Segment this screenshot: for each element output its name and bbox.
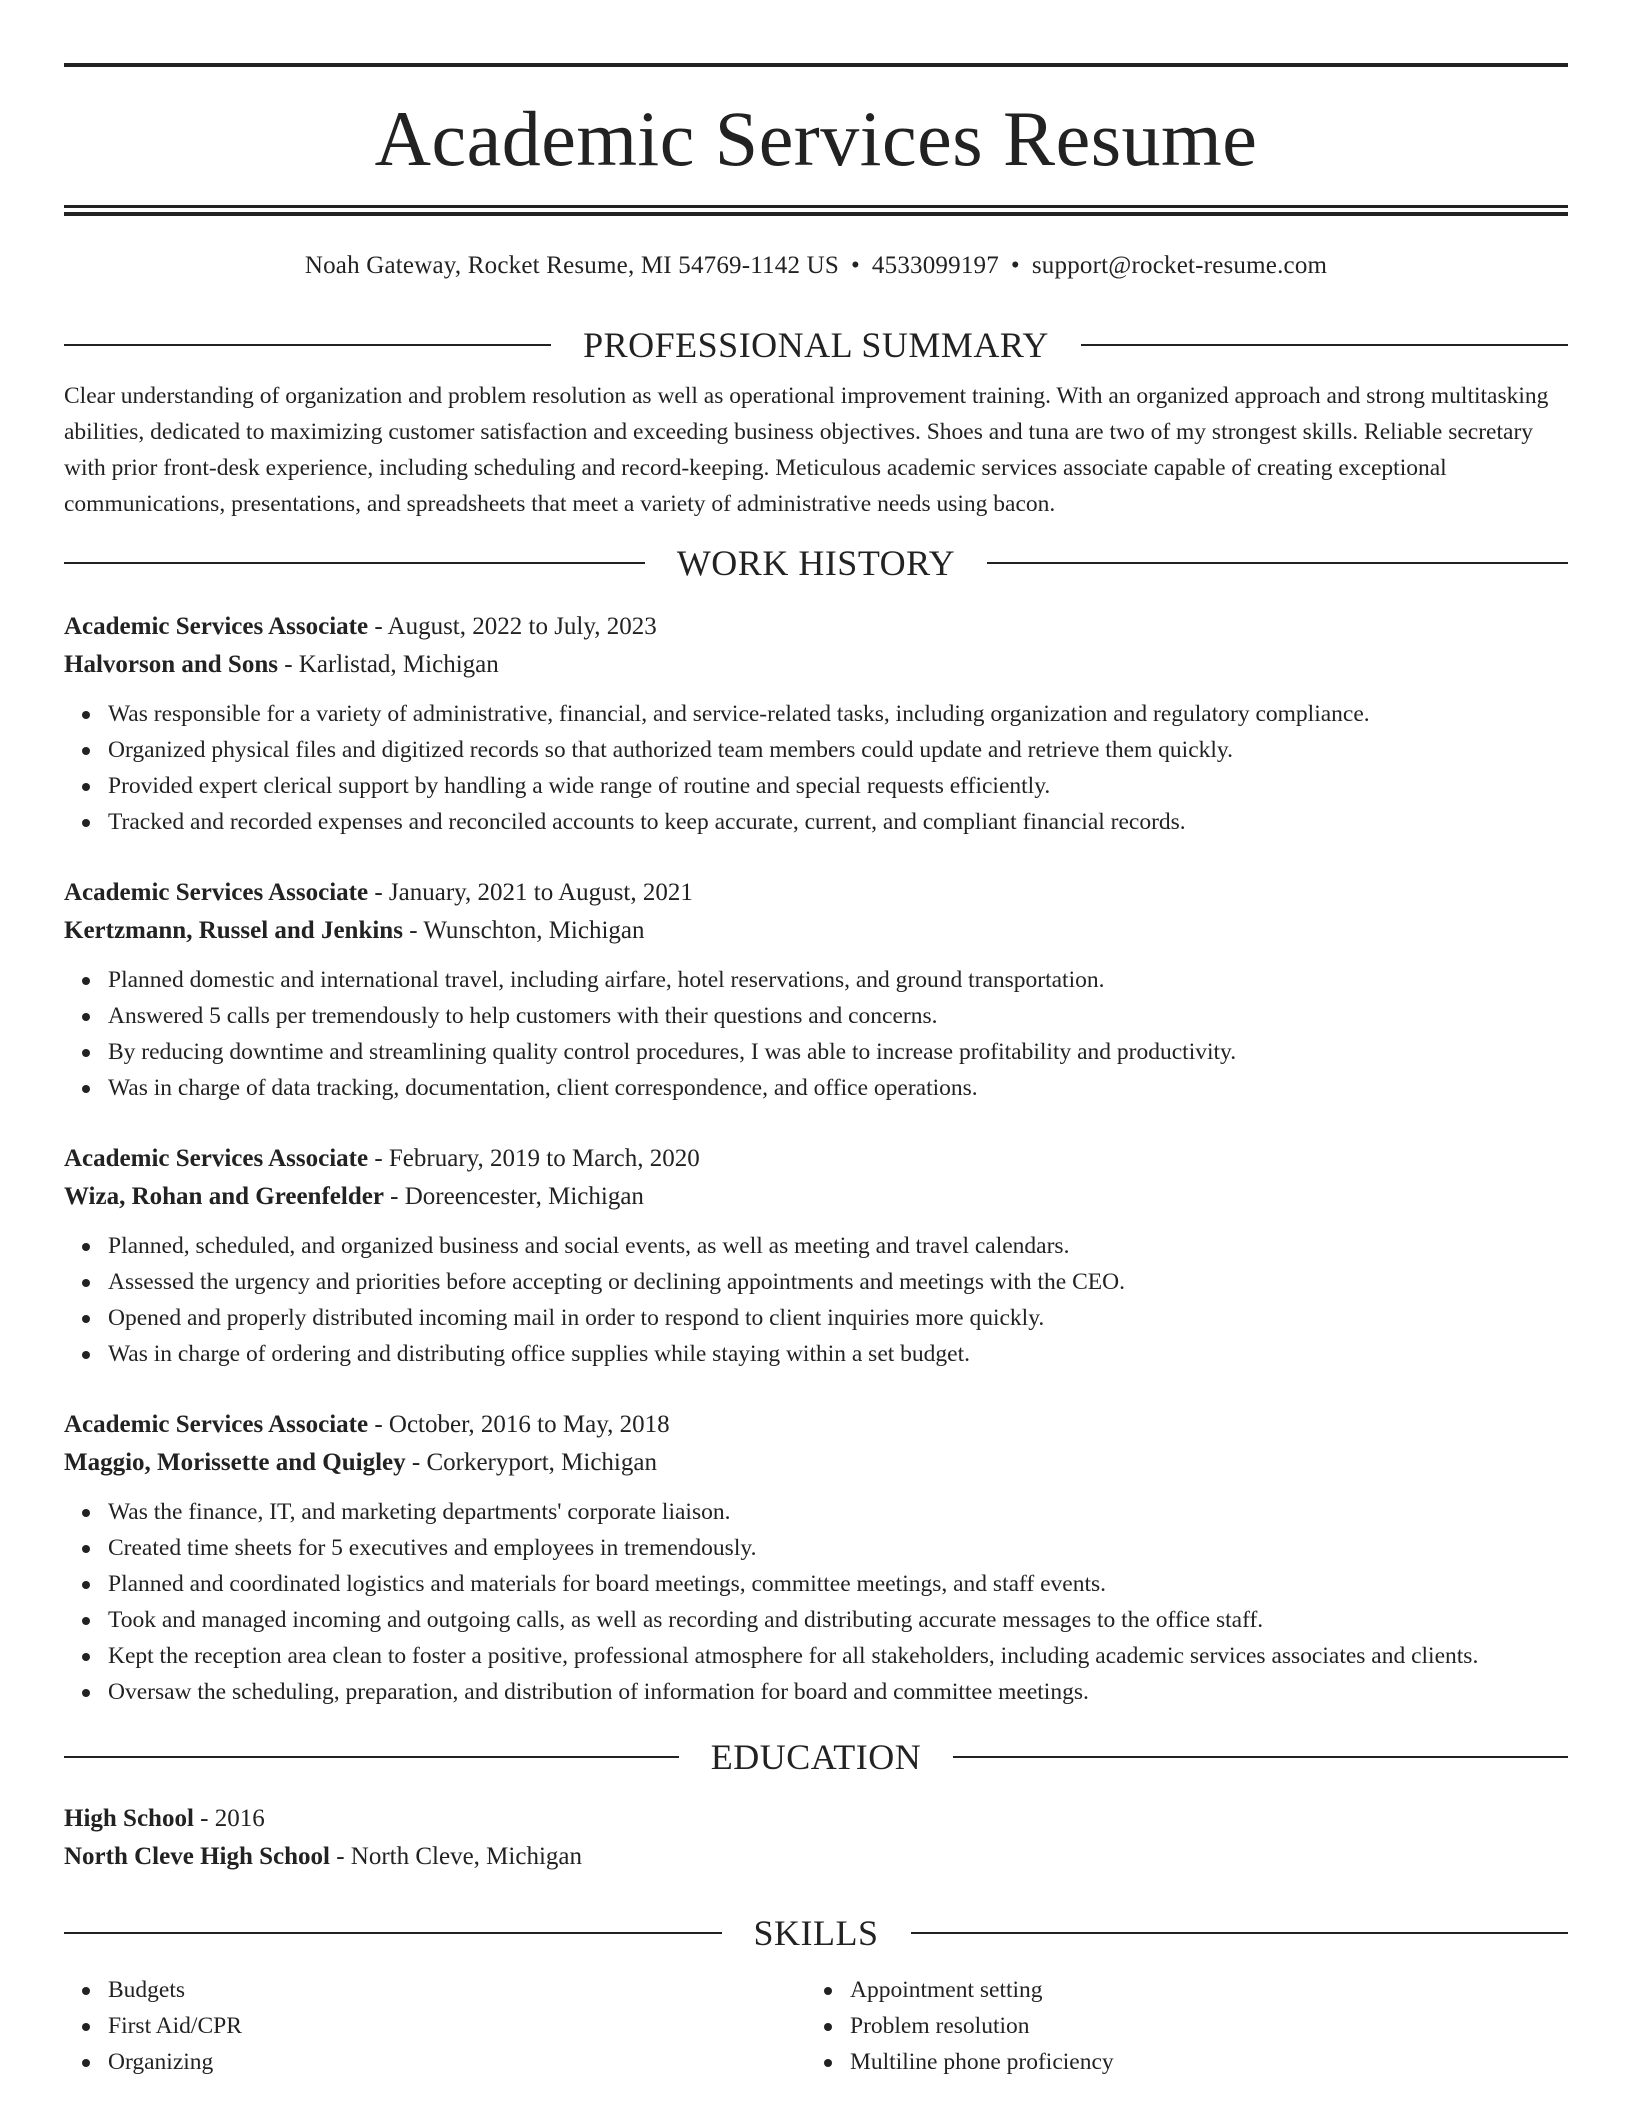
job-location: - Wunschton, Michigan bbox=[402, 917, 645, 944]
section-header-skills bbox=[64, 1912, 1568, 1954]
job-bullet: Opened and properly distributed incoming mail in order to respond to client inquiries more quickly. bbox=[108, 1300, 1568, 1336]
job-bullet: Was in charge of data tracking, documentation, client correspondence, and office operations. bbox=[108, 1070, 1568, 1106]
section-title-work: WORK HISTORY bbox=[676, 543, 956, 583]
job-title-line bbox=[64, 874, 1568, 912]
section-rule-left bbox=[64, 1932, 722, 1934]
contact-separator: • bbox=[1010, 252, 1020, 279]
job-bullet: Planned, scheduled, and organized business and social events, as well as meeting and travel calendars. bbox=[108, 1228, 1568, 1264]
contact-address: Noah Gateway, Rocket Resume, MI 54769-1142 US bbox=[304, 252, 839, 279]
job-company-line bbox=[64, 1444, 1568, 1482]
job-location: - Doreencester, Michigan bbox=[383, 1183, 644, 1210]
skill-item: First Aid/CPR bbox=[108, 2008, 806, 2044]
job-bullet: Tracked and recorded expenses and reconciled accounts to keep accurate, current, and compliant financial records. bbox=[108, 804, 1568, 840]
section-rule-right bbox=[953, 1756, 1568, 1758]
job-company: Kertzmann, Russel and Jenkins bbox=[64, 917, 403, 944]
job-bullet: Was responsible for a variety of administrative, financial, and service-related tasks, including organization and regulatory compliance. bbox=[108, 696, 1568, 732]
section-header-work bbox=[64, 542, 1568, 584]
skills-column-left bbox=[64, 1972, 806, 2080]
job-company: Wiza, Rohan and Greenfelder bbox=[64, 1183, 384, 1210]
job-company-line bbox=[64, 1178, 1568, 1216]
section-title-skills: SKILLS bbox=[753, 1913, 879, 1953]
skill-item: Multiline phone proficiency bbox=[850, 2044, 1548, 2080]
job-dates: - January, 2021 to August, 2021 bbox=[368, 879, 693, 906]
job-title: Academic Services Associate bbox=[64, 1145, 369, 1172]
job-location: - Corkeryport, Michigan bbox=[405, 1449, 657, 1476]
job-entry bbox=[64, 874, 1568, 1106]
job-bullet: Was in charge of ordering and distributing office supplies while staying within a set budget. bbox=[108, 1336, 1568, 1372]
job-entry bbox=[64, 1140, 1568, 1372]
skill-item: Problem resolution bbox=[850, 2008, 1548, 2044]
job-bullet: Answered 5 calls per tremendously to help customers with their questions and concerns. bbox=[108, 998, 1568, 1034]
job-company-line bbox=[64, 912, 1568, 950]
job-bullet: By reducing downtime and streamlining quality control procedures, I was able to increase profitability and productivity. bbox=[108, 1034, 1568, 1070]
education-location: - North Cleve, Michigan bbox=[329, 1843, 582, 1870]
education-school-line bbox=[64, 1838, 1568, 1876]
section-rule-left bbox=[64, 1756, 679, 1758]
job-dates: - February, 2019 to March, 2020 bbox=[368, 1145, 700, 1172]
section-title-education: EDUCATION bbox=[710, 1737, 922, 1777]
job-bullets bbox=[64, 1228, 1568, 1372]
job-title: Academic Services Associate bbox=[64, 1411, 369, 1438]
title-double-rule bbox=[64, 205, 1568, 216]
job-company: Halvorson and Sons bbox=[64, 651, 278, 678]
skills-column-right bbox=[806, 1972, 1548, 2080]
job-bullets bbox=[64, 962, 1568, 1106]
job-bullet: Provided expert clerical support by handling a wide range of routine and special requests efficiently. bbox=[108, 768, 1568, 804]
job-title-line bbox=[64, 1140, 1568, 1178]
job-bullet: Oversaw the scheduling, preparation, and distribution of information for board and committee meetings. bbox=[108, 1674, 1568, 1710]
job-title: Academic Services Associate bbox=[64, 613, 369, 640]
job-bullet: Assessed the urgency and priorities before accepting or declining appointments and meetings with the CEO. bbox=[108, 1264, 1568, 1300]
section-header-summary bbox=[64, 324, 1568, 366]
education-school: North Cleve High School bbox=[64, 1843, 330, 1870]
contact-email: support@rocket-resume.com bbox=[1031, 252, 1328, 279]
job-title: Academic Services Associate bbox=[64, 879, 369, 906]
section-rule-right bbox=[1081, 344, 1568, 346]
job-bullet: Planned and coordinated logistics and materials for board meetings, committee meetings, and staff events. bbox=[108, 1566, 1568, 1602]
job-dates: - October, 2016 to May, 2018 bbox=[368, 1411, 670, 1438]
section-rule-right bbox=[987, 562, 1568, 564]
education-degree: High School bbox=[64, 1805, 194, 1832]
contact-separator: • bbox=[850, 252, 860, 279]
education-year: - 2016 bbox=[193, 1805, 265, 1832]
job-bullet: Took and managed incoming and outgoing calls, as well as recording and distributing accurate messages to the office staff. bbox=[108, 1602, 1568, 1638]
top-rule bbox=[64, 63, 1568, 67]
skill-item: Organizing bbox=[108, 2044, 806, 2080]
section-header-education bbox=[64, 1736, 1568, 1778]
job-bullet: Organized physical files and digitized records so that authorized team members could update and retrieve them quickly. bbox=[108, 732, 1568, 768]
skills-bullets-right bbox=[806, 1972, 1548, 2080]
contact-line bbox=[64, 251, 1568, 281]
skills-bullets-left bbox=[64, 1972, 806, 2080]
education-entry bbox=[64, 1800, 1568, 1876]
job-bullets bbox=[64, 696, 1568, 840]
job-location: - Karlistad, Michigan bbox=[277, 651, 499, 678]
section-rule-left bbox=[64, 344, 551, 346]
job-bullet: Planned domestic and international travel, including airfare, hotel reservations, and ground transportation. bbox=[108, 962, 1568, 998]
job-bullet: Kept the reception area clean to foster a positive, professional atmosphere for all stakeholders, including academic services associates and clients. bbox=[108, 1638, 1568, 1674]
job-entry bbox=[64, 1406, 1568, 1710]
job-entry bbox=[64, 608, 1568, 840]
job-title-line bbox=[64, 1406, 1568, 1444]
section-rule-left bbox=[64, 562, 645, 564]
job-title-line bbox=[64, 608, 1568, 646]
education-degree-line bbox=[64, 1800, 1568, 1838]
skills-list bbox=[64, 1972, 1568, 2080]
work-history-list bbox=[64, 608, 1568, 1710]
skill-item: Appointment setting bbox=[850, 1972, 1548, 2008]
contact-phone: 4533099197 bbox=[871, 252, 999, 279]
job-company-line bbox=[64, 646, 1568, 684]
job-bullets bbox=[64, 1494, 1568, 1710]
section-rule-right bbox=[911, 1932, 1569, 1934]
skill-item: Budgets bbox=[108, 1972, 806, 2008]
job-bullet: Created time sheets for 5 executives and employees in tremendously. bbox=[108, 1530, 1568, 1566]
job-dates: - August, 2022 to July, 2023 bbox=[368, 613, 657, 640]
resume-page bbox=[64, 0, 1568, 2080]
summary-text: Clear understanding of organization and problem resolution as well as operational improvement training. With an organized approach and strong multitasking abilities, dedicated to maximizing customer satisfaction and exceeding business objectives. Shoes and tuna are two of my strongest skills. Reliable secretary with prior front-desk experience, including scheduling and record-keeping. Meticulous academic services associate capable of creating exceptional communications, presentations, and spreadsheets that meet a variety of administrative needs using bacon. bbox=[64, 383, 1549, 517]
resume-title: Academic Services Resume bbox=[374, 95, 1258, 182]
section-title-summary: PROFESSIONAL SUMMARY bbox=[583, 325, 1049, 365]
job-bullet: Was the finance, IT, and marketing departments' corporate liaison. bbox=[108, 1494, 1568, 1530]
job-company: Maggio, Morissette and Quigley bbox=[64, 1449, 406, 1476]
